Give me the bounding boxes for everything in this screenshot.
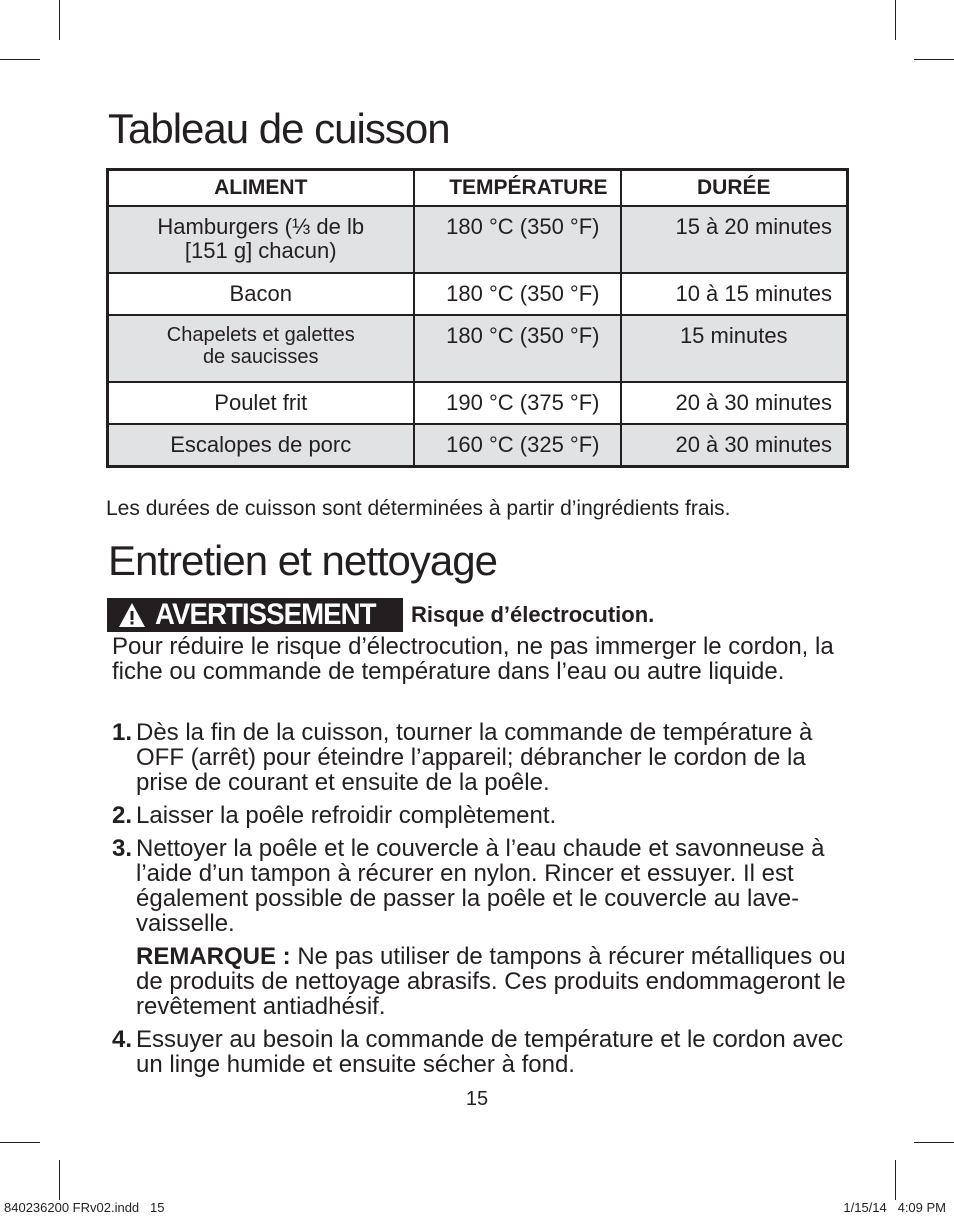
cell-duration: 20 à 30 minutes <box>621 424 848 466</box>
cell-temperature: 180 °C (350 °F) <box>414 315 621 382</box>
warning-label: AVERTISSEMENT <box>155 598 376 631</box>
crop-mark <box>895 1160 896 1200</box>
table-row <box>108 315 848 382</box>
crop-mark <box>59 0 60 40</box>
cell-temperature: 180 °C (350 °F) <box>414 206 621 273</box>
cleaning-steps <box>112 720 857 1085</box>
remark-text: Ne pas utiliser de tampons à récurer métalliques ou de produits de nettoyage abrasifs. Ces produits endommageront le revêtement antiadhésif. <box>136 943 846 1020</box>
cell-temperature: 190 °C (375 °F) <box>414 382 621 424</box>
warning-triangle-icon <box>117 601 147 629</box>
cell-duration: 10 à 15 minutes <box>621 273 848 315</box>
crop-mark <box>0 59 40 60</box>
table-row <box>108 382 848 424</box>
table-row <box>108 424 848 466</box>
header-duration: DURÉE <box>621 170 848 207</box>
cooking-table <box>106 168 849 468</box>
header-food: ALIMENT <box>108 170 414 207</box>
cell-temperature: 180 °C (350 °F) <box>414 273 621 315</box>
section-title-cooking: Tableau de cuisson <box>108 105 450 152</box>
cell-duration: 15 minutes <box>621 315 848 382</box>
table-header-row <box>108 170 848 207</box>
list-item <box>112 803 857 828</box>
cell-food: Bacon <box>108 273 414 315</box>
step-text: Laisser la poêle refroidir complètement. <box>136 802 557 829</box>
section-title-care: Entretien et nettoyage <box>108 537 497 584</box>
step-text: Dès la fin de la cuisson, tourner la commande de température à OFF (arrêt) pour éteindre l’appareil; débrancher le cordon de la prise de courant et ensuite de la poêle. <box>136 719 813 796</box>
step-number: 1. <box>112 719 133 746</box>
step-number: 4. <box>112 1026 133 1053</box>
print-slug-file: 840236200 FRv02.indd 15 <box>4 1200 165 1215</box>
list-item <box>112 836 857 936</box>
cooking-note: Les durées de cuisson sont déterminées à partir d’ingrédients frais. <box>106 497 731 520</box>
remark-label: REMARQUE : <box>136 943 291 970</box>
page-number: 15 <box>465 1088 489 1110</box>
crop-mark <box>59 1160 60 1200</box>
crop-mark <box>914 1142 954 1143</box>
warning-text: Pour réduire le risque d’électrocution, ne pas immerger le cordon, la fiche ou commande de température dans l’eau ou autre liquide. <box>112 633 834 685</box>
warning-risk: Risque d’électrocution. <box>411 602 655 627</box>
list-item <box>112 720 857 795</box>
step-text: Nettoyer la poêle et le couvercle à l’eau chaude et savonneuse à l’aide d’un tampon à récurer en nylon. Rincer et essuyer. Il est également possible de passer la poêle et le couvercle au lave-vaisselle. <box>136 835 825 937</box>
warning-header <box>107 598 654 632</box>
step-number: 2. <box>112 802 133 829</box>
step-number: 3. <box>112 835 133 862</box>
table-row <box>108 206 848 273</box>
table-row <box>108 273 848 315</box>
cell-duration: 15 à 20 minutes <box>621 206 848 273</box>
cell-food: Escalopes de porc <box>108 424 414 466</box>
list-item <box>112 1027 857 1077</box>
warning-badge <box>107 598 403 632</box>
cell-food: Hamburgers (⅓ de lb [151 g] chacun) <box>108 206 414 273</box>
cell-food: Chapelets et galettes de saucisses <box>108 315 414 382</box>
step-text: Essuyer au besoin la commande de température et le cordon avec un linge humide et ensuite sécher à fond. <box>136 1026 844 1078</box>
remark <box>136 944 857 1019</box>
cell-temperature: 160 °C (325 °F) <box>414 424 621 466</box>
print-slug-date: 1/15/14 4:09 PM <box>843 1200 946 1215</box>
cell-food: Poulet frit <box>108 382 414 424</box>
crop-mark <box>0 1142 40 1143</box>
cell-duration: 20 à 30 minutes <box>621 382 848 424</box>
crop-mark <box>895 0 896 40</box>
crop-mark <box>914 59 954 60</box>
header-temperature: TEMPÉRATURE <box>414 170 621 207</box>
